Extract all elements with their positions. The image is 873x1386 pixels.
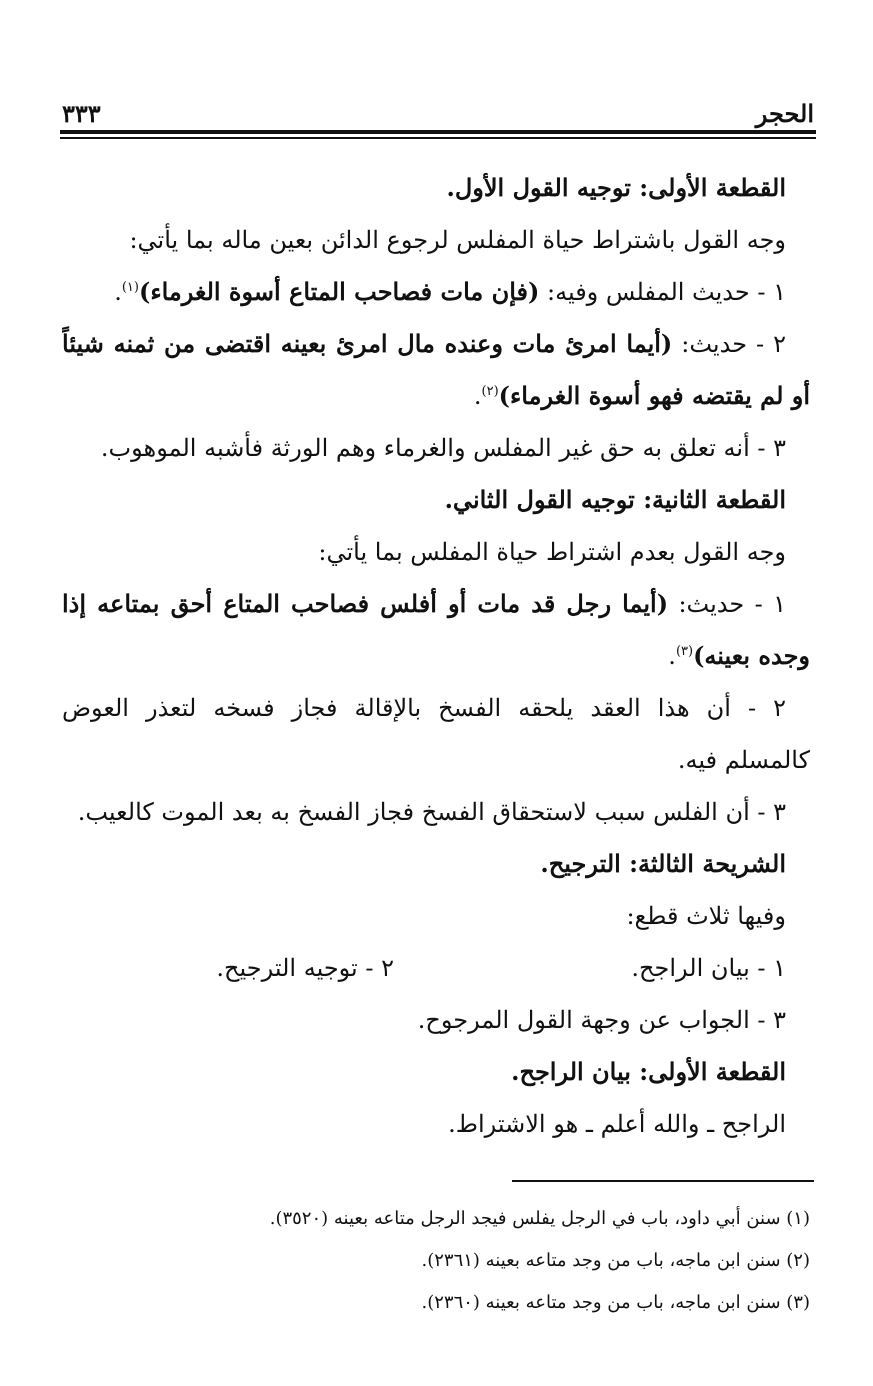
paragraph-line: وجه القول بعدم اشتراط حياة المفلس بما يأتي:: [318, 538, 786, 566]
list-item: ٣ - أنه تعلق به حق غير المفلس والغرماء وهم الورثة فأشبه الموهوب.: [100, 434, 786, 462]
list-item-text: ١ - حديث:: [668, 590, 786, 618]
page-number: ٣٣٣: [62, 99, 101, 128]
paragraph-line: الراجح ـ والله أعلم ـ هو الاشتراط.: [448, 1110, 786, 1138]
list-item-text: ١ - حديث المفلس وفيه:: [539, 278, 786, 306]
footnote-ref: (١): [121, 280, 139, 295]
header-rule-thin: [60, 137, 816, 139]
list-item: [62, 578, 810, 630]
footnotes: [62, 1198, 810, 1324]
footnote-separator: [512, 1180, 814, 1182]
list-item: ٢ - توجيه الترجيح.: [216, 954, 394, 982]
paragraph-line: وفيها ثلاث قطع:: [626, 902, 786, 930]
footnote: (١) سنن أبي داود، باب في الرجل يفلس فيجد الرجل متاعه بعينه (٣٥٢٠).: [269, 1208, 810, 1229]
header-rule-thick: [60, 130, 816, 134]
hadith-quote: أو لم يقتضه فهو أسوة الغرماء): [498, 381, 810, 410]
list-item: ٢ - أن هذا العقد يلحقه الفسخ بالإقالة فجاز فسخه لتعذر العوض: [62, 694, 786, 722]
list-item-continuation: [62, 630, 810, 682]
list-item-continuation: كالمسلم فيه.: [677, 746, 810, 774]
list-row: [62, 942, 810, 994]
list-item-text: ٢ - حديث:: [672, 330, 786, 358]
list-item: ٣ - أن الفلس سبب لاستحقاق الفسخ فجاز الفسخ به بعد الموت كالعيب.: [77, 798, 786, 826]
list-item: [62, 266, 810, 318]
footnote: (٢) سنن ابن ماجه، باب من وجد متاعه بعينه (٢٣٦١).: [421, 1250, 810, 1271]
hadith-quote: (فإن مات فصاحب المتاع أسوة الغرماء): [138, 277, 540, 306]
main-text: [62, 162, 810, 1150]
punctuation: .: [114, 278, 122, 306]
list-item: ١ - بيان الراجح.: [631, 954, 786, 982]
paragraph-line: وجه القول باشتراط حياة المفلس لرجوع الدائن بعين ماله بما يأتي:: [129, 226, 786, 254]
punctuation: .: [668, 642, 676, 670]
section-heading: الشريحة الثالثة: الترجيح.: [540, 849, 786, 878]
hadith-quote: (أيما رجل قد مات أو أفلس فصاحب المتاع أحق بمتاعه إذا: [62, 589, 669, 618]
hadith-quote: (أيما امرئ مات وعنده مال امرئ بعينه اقتضى من ثمنه شيئاً: [62, 329, 673, 358]
footnote-ref: (٢): [481, 384, 499, 399]
punctuation: .: [473, 382, 482, 410]
list-item: ٣ - الجواب عن وجهة القول المرجوح.: [417, 1006, 786, 1034]
footnote-ref: (٣): [675, 644, 694, 659]
chapter-title: الحجر: [755, 99, 814, 128]
section-heading: القطعة الأولى: توجيه القول الأول.: [446, 173, 786, 202]
list-item: [62, 318, 810, 370]
running-header: [62, 94, 814, 128]
hadith-quote: وجده بعينه): [693, 641, 810, 670]
section-heading: القطعة الأولى: بيان الراجح.: [511, 1057, 786, 1086]
list-item-continuation: [62, 370, 810, 422]
section-heading: القطعة الثانية: توجيه القول الثاني.: [444, 485, 786, 514]
footnote: (٣) سنن ابن ماجه، باب من وجد متاعه بعينه (٢٣٦٠).: [421, 1292, 810, 1313]
